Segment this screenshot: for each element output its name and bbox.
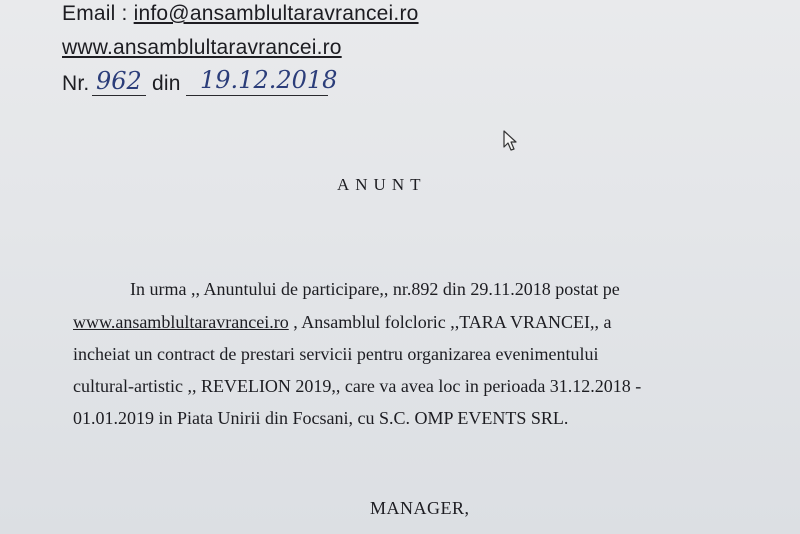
paragraph-line-3: incheiat un contract de prestari servicii pentru organizarea evenimentului <box>73 344 599 364</box>
email-label: Email : <box>62 2 128 25</box>
email-line <box>62 2 419 26</box>
email-link[interactable]: info@ansamblultaravrancei.ro <box>133 2 419 25</box>
paragraph-line-4: cultural-artistic ,, REVELION 2019,, care va avea loc in perioada 31.12.2018 - <box>73 376 642 396</box>
paragraph-line-2-text: , Ansamblul folcloric ,,TARA VRANCEI,, a <box>293 312 612 332</box>
signature-label: MANAGER, <box>370 498 470 518</box>
din-label: din <box>152 72 181 95</box>
document-title: ANUNT <box>337 175 427 194</box>
nr-underline <box>92 95 146 96</box>
website-link[interactable]: www.ansamblultaravrancei.ro <box>62 36 342 59</box>
nr-label: Nr. <box>62 72 90 95</box>
paragraph-line-5: 01.01.2019 in Piata Unirii din Focsani, cu S.C. OMP EVENTS SRL. <box>73 408 569 428</box>
nr-handwritten: 962 <box>96 67 142 95</box>
date-underline <box>186 95 328 96</box>
mouse-cursor-icon <box>503 130 519 157</box>
paragraph-line-2 <box>73 312 611 333</box>
paragraph-line-1: In urma ,, Anuntului de participare,, nr.892 din 29.11.2018 postat pe <box>130 279 620 299</box>
website-inline-link[interactable]: www.ansamblultaravrancei.ro <box>73 312 289 332</box>
date-handwritten: 19.12.2018 <box>200 66 338 94</box>
